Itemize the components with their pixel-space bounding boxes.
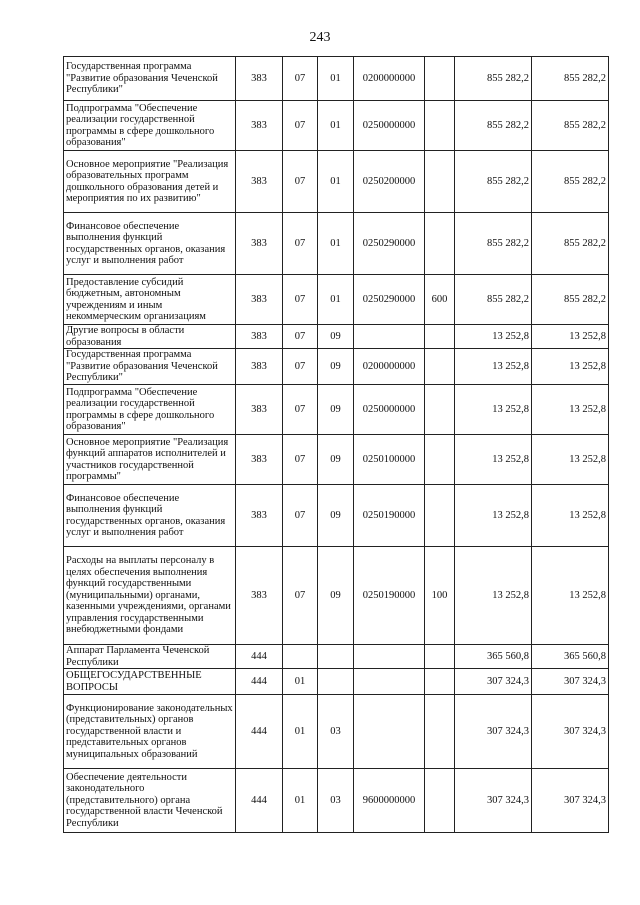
row-name: Подпрограмма "Обеспечение реализации государственной программы в сфере дошкольного образования" xyxy=(64,101,236,151)
row-section: 07 xyxy=(283,485,318,547)
row-amount-1: 855 282,2 xyxy=(455,213,532,275)
row-amount-2: 13 252,8 xyxy=(532,325,609,349)
table-body xyxy=(64,57,609,833)
table-row xyxy=(64,385,609,435)
row-amount-1: 855 282,2 xyxy=(455,57,532,101)
row-amount-2: 855 282,2 xyxy=(532,213,609,275)
table-row xyxy=(64,151,609,213)
row-code: 444 xyxy=(236,769,283,833)
row-subsection: 09 xyxy=(318,385,354,435)
row-code: 383 xyxy=(236,385,283,435)
row-target-article: 0200000000 xyxy=(354,349,425,385)
row-amount-1: 365 560,8 xyxy=(455,645,532,669)
row-subsection: 01 xyxy=(318,151,354,213)
row-section: 07 xyxy=(283,151,318,213)
row-name: Финансовое обеспечение выполнения функций государственных органов, оказания услуг и выполнения работ xyxy=(64,485,236,547)
row-name: Основное мероприятие "Реализация образовательных программ дошкольного образования детей и мероприятия по их развитию" xyxy=(64,151,236,213)
row-amount-2: 307 324,3 xyxy=(532,769,609,833)
row-name: Обеспечение деятельности законодательного (представительного) органа государственной власти Чеченской Республики xyxy=(64,769,236,833)
table-row xyxy=(64,57,609,101)
row-target-article: 0250190000 xyxy=(354,485,425,547)
row-subsection xyxy=(318,645,354,669)
table-row xyxy=(64,101,609,151)
row-name: Расходы на выплаты персоналу в целях обеспечения выполнения функций государственными (муниципальными) органами, казенными учреждениями, органами управления государственными внебюджетными фондами xyxy=(64,547,236,645)
row-amount-2: 307 324,3 xyxy=(532,669,609,695)
row-amount-1: 13 252,8 xyxy=(455,435,532,485)
row-target-article: 0250000000 xyxy=(354,101,425,151)
row-amount-2: 13 252,8 xyxy=(532,547,609,645)
row-section: 01 xyxy=(283,695,318,769)
table-row xyxy=(64,485,609,547)
row-section: 07 xyxy=(283,57,318,101)
row-amount-1: 13 252,8 xyxy=(455,485,532,547)
table-row xyxy=(64,669,609,695)
table-row xyxy=(64,435,609,485)
row-target-article: 0250190000 xyxy=(354,547,425,645)
row-target-article xyxy=(354,325,425,349)
row-expense-type xyxy=(425,101,455,151)
row-subsection: 03 xyxy=(318,769,354,833)
row-code: 444 xyxy=(236,645,283,669)
row-code: 383 xyxy=(236,57,283,101)
row-expense-type xyxy=(425,151,455,213)
row-expense-type xyxy=(425,435,455,485)
row-target-article: 0250200000 xyxy=(354,151,425,213)
row-section: 07 xyxy=(283,547,318,645)
row-expense-type xyxy=(425,669,455,695)
row-subsection: 01 xyxy=(318,275,354,325)
row-section: 01 xyxy=(283,669,318,695)
row-expense-type xyxy=(425,57,455,101)
row-amount-2: 855 282,2 xyxy=(532,57,609,101)
row-subsection: 09 xyxy=(318,547,354,645)
row-target-article: 0250290000 xyxy=(354,275,425,325)
row-subsection: 09 xyxy=(318,325,354,349)
row-expense-type xyxy=(425,213,455,275)
row-amount-2: 13 252,8 xyxy=(532,485,609,547)
row-amount-2: 855 282,2 xyxy=(532,101,609,151)
row-amount-1: 307 324,3 xyxy=(455,769,532,833)
row-amount-2: 13 252,8 xyxy=(532,349,609,385)
row-target-article: 0200000000 xyxy=(354,57,425,101)
row-code: 383 xyxy=(236,213,283,275)
row-amount-1: 855 282,2 xyxy=(455,101,532,151)
row-amount-1: 13 252,8 xyxy=(455,385,532,435)
row-target-article xyxy=(354,695,425,769)
row-section: 07 xyxy=(283,213,318,275)
row-amount-1: 13 252,8 xyxy=(455,349,532,385)
row-amount-1: 855 282,2 xyxy=(455,151,532,213)
row-code: 444 xyxy=(236,695,283,769)
row-code: 383 xyxy=(236,485,283,547)
row-amount-1: 855 282,2 xyxy=(455,275,532,325)
row-subsection: 01 xyxy=(318,57,354,101)
row-expense-type xyxy=(425,695,455,769)
row-subsection: 09 xyxy=(318,485,354,547)
row-amount-1: 307 324,3 xyxy=(455,669,532,695)
row-target-article: 0250290000 xyxy=(354,213,425,275)
row-name: Государственная программа "Развитие образования Чеченской Республики" xyxy=(64,349,236,385)
row-code: 383 xyxy=(236,325,283,349)
row-section xyxy=(283,645,318,669)
row-name: Основное мероприятие "Реализация функций аппаратов исполнителей и участников государственной программы" xyxy=(64,435,236,485)
row-amount-2: 855 282,2 xyxy=(532,151,609,213)
row-expense-type: 100 xyxy=(425,547,455,645)
row-expense-type xyxy=(425,769,455,833)
row-name: Функционирование законодательных (представительных) органов государственной власти и представительных органов муниципальных образований xyxy=(64,695,236,769)
row-expense-type xyxy=(425,325,455,349)
row-code: 444 xyxy=(236,669,283,695)
row-name: Финансовое обеспечение выполнения функций государственных органов, оказания услуг и выполнения работ xyxy=(64,213,236,275)
row-code: 383 xyxy=(236,151,283,213)
row-section: 07 xyxy=(283,325,318,349)
row-amount-1: 307 324,3 xyxy=(455,695,532,769)
row-name: Аппарат Парламента Чеченской Республики xyxy=(64,645,236,669)
row-expense-type xyxy=(425,385,455,435)
row-expense-type: 600 xyxy=(425,275,455,325)
row-target-article xyxy=(354,669,425,695)
table-row xyxy=(64,213,609,275)
row-code: 383 xyxy=(236,101,283,151)
row-amount-2: 855 282,2 xyxy=(532,275,609,325)
budget-table xyxy=(63,56,609,833)
row-expense-type xyxy=(425,645,455,669)
table-row xyxy=(64,325,609,349)
row-subsection: 01 xyxy=(318,101,354,151)
row-section: 01 xyxy=(283,769,318,833)
row-code: 383 xyxy=(236,275,283,325)
row-code: 383 xyxy=(236,349,283,385)
row-section: 07 xyxy=(283,275,318,325)
row-target-article: 9600000000 xyxy=(354,769,425,833)
table-row xyxy=(64,769,609,833)
row-code: 383 xyxy=(236,547,283,645)
row-name: Другие вопросы в области образования xyxy=(64,325,236,349)
row-section: 07 xyxy=(283,349,318,385)
row-name: Подпрограмма "Обеспечение реализации государственной программы в сфере дошкольного образования" xyxy=(64,385,236,435)
row-expense-type xyxy=(425,485,455,547)
row-amount-1: 13 252,8 xyxy=(455,547,532,645)
row-subsection: 03 xyxy=(318,695,354,769)
row-amount-2: 13 252,8 xyxy=(532,435,609,485)
table-row xyxy=(64,645,609,669)
table-row xyxy=(64,349,609,385)
row-code: 383 xyxy=(236,435,283,485)
row-amount-2: 365 560,8 xyxy=(532,645,609,669)
table-row xyxy=(64,547,609,645)
row-target-article xyxy=(354,645,425,669)
row-subsection: 09 xyxy=(318,435,354,485)
row-section: 07 xyxy=(283,435,318,485)
row-amount-2: 13 252,8 xyxy=(532,385,609,435)
row-name: ОБЩЕГОСУДАРСТВЕННЫЕ ВОПРОСЫ xyxy=(64,669,236,695)
row-section: 07 xyxy=(283,101,318,151)
row-name: Государственная программа "Развитие образования Чеченской Республики" xyxy=(64,57,236,101)
table-row xyxy=(64,695,609,769)
row-name: Предоставление субсидий бюджетным, автономным учреждениям и иным некоммерческим организациям xyxy=(64,275,236,325)
row-subsection: 09 xyxy=(318,349,354,385)
row-subsection xyxy=(318,669,354,695)
row-target-article: 0250100000 xyxy=(354,435,425,485)
row-target-article: 0250000000 xyxy=(354,385,425,435)
page-number: 243 xyxy=(309,30,331,45)
table-row xyxy=(64,275,609,325)
row-section: 07 xyxy=(283,385,318,435)
row-amount-1: 13 252,8 xyxy=(455,325,532,349)
row-expense-type xyxy=(425,349,455,385)
row-amount-2: 307 324,3 xyxy=(532,695,609,769)
row-subsection: 01 xyxy=(318,213,354,275)
